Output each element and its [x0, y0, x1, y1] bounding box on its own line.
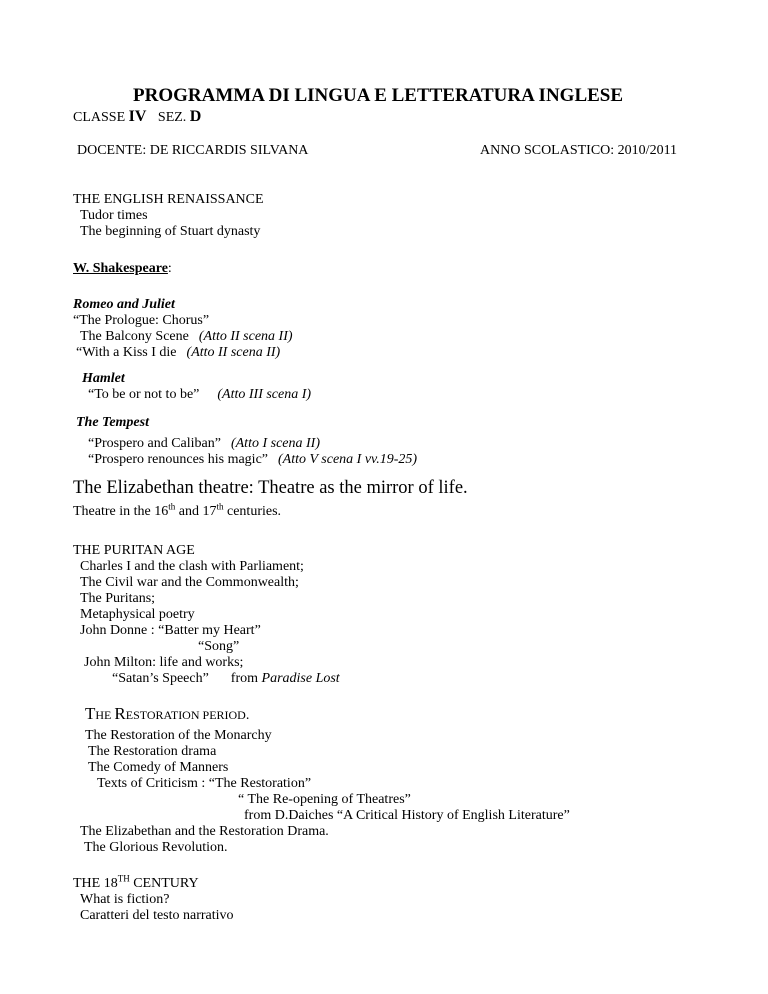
item-text: “To be or not to be” [88, 387, 200, 402]
theatre-centuries [73, 501, 282, 520]
list-item [76, 345, 280, 361]
list-item: The Elizabethan and the Restoration Drama. [80, 824, 329, 839]
item-text: “Satan’s Speech” [112, 671, 209, 686]
anno-scolastico: ANNO SCOLASTICO: 2010/2011 [480, 143, 678, 158]
list-item: The Puritans; [80, 591, 156, 606]
list-item [88, 387, 311, 403]
item-ref: (Atto II scena II) [186, 345, 281, 360]
theatre-heading: The Elizabethan theatre: Theatre as the mirror of life. [73, 478, 468, 498]
item-text: “Prospero and Caliban” [88, 436, 221, 451]
list-item: John Milton: life and works; [84, 655, 244, 670]
list-item [80, 329, 293, 345]
list-item [112, 671, 340, 687]
text-part: centuries. [223, 504, 282, 519]
list-item: The Comedy of Manners [88, 760, 229, 775]
list-item: Charles I and the clash with Parliament; [80, 559, 304, 574]
heading-part: ESTORATION PERIOD [125, 708, 246, 722]
work-title-hamlet: Hamlet [82, 371, 125, 386]
section-heading-renaissance: THE ENGLISH RENAISSANCE [73, 192, 264, 207]
classe-label: CLASSE [73, 110, 126, 125]
heading-part: HE [95, 708, 115, 722]
work-title-tempest: The Tempest [76, 415, 149, 430]
list-item: The Civil war and the Commonwealth; [80, 575, 299, 590]
classe-value: IV [128, 108, 147, 125]
work-title-romeo: Romeo and Juliet [73, 297, 175, 312]
sez-value: D [189, 108, 202, 125]
heading-part: . [245, 708, 250, 723]
item-text: “Prospero renounces his magic” [88, 452, 268, 467]
list-item: What is fiction? [80, 892, 170, 907]
item-text: “With a Kiss I die [76, 345, 177, 360]
list-item: “The Prologue: Chorus” [73, 313, 210, 328]
list-item: from D.Daiches “A Critical History of English Literature” [244, 808, 570, 823]
item-ref: (Atto I scena II) [230, 436, 320, 451]
list-item: The Restoration of the Monarchy [85, 728, 272, 743]
section-heading-puritan: THE PURITAN AGE [73, 543, 195, 558]
list-item: Tudor times [80, 208, 148, 223]
heading-part: T [85, 704, 96, 723]
sez-label: SEZ. [157, 110, 187, 125]
list-item: Caratteri del testo narrativo [80, 908, 234, 923]
item-from: from [230, 671, 259, 686]
text-part: Theatre in the 16 [73, 504, 169, 519]
list-item: “Song” [198, 639, 240, 654]
list-item: The Glorious Revolution. [84, 840, 228, 855]
superscript: TH [117, 873, 130, 884]
text-part: and 17 [175, 504, 217, 519]
section-heading-restoration [85, 706, 249, 724]
list-item: The beginning of Stuart dynasty [80, 224, 261, 239]
list-item: John Donne : “Batter my Heart” [80, 623, 261, 638]
superscript: th [216, 501, 224, 512]
author-name: W. Shakespeare [73, 261, 168, 276]
list-item: “ The Re-opening of Theatres” [238, 792, 411, 807]
list-item: Metaphysical poetry [80, 607, 195, 622]
heading-part: THE 18 [73, 876, 118, 891]
author-shakespeare [73, 261, 172, 277]
item-work: Paradise Lost [261, 671, 340, 686]
item-ref: (Atto V scena I vv.19-25) [278, 452, 418, 467]
list-item: The Restoration drama [88, 744, 217, 759]
heading-part: CENTURY [129, 876, 199, 891]
section-heading-18th-century [73, 873, 199, 892]
heading-part: R [114, 704, 126, 723]
list-item: Texts of Criticism : “The Restoration” [97, 776, 312, 791]
item-ref: (Atto II scena II) [198, 329, 293, 344]
class-line [73, 109, 201, 126]
list-item [88, 436, 320, 452]
item-text: The Balcony Scene [80, 329, 189, 344]
superscript: th [168, 501, 176, 512]
item-ref: (Atto III scena I) [217, 387, 312, 402]
list-item [88, 452, 417, 468]
page-title: PROGRAMMA DI LINGUA E LETTERATURA INGLESE [133, 85, 624, 106]
author-colon: : [167, 261, 172, 276]
docente: DOCENTE: DE RICCARDIS SILVANA [77, 143, 309, 158]
